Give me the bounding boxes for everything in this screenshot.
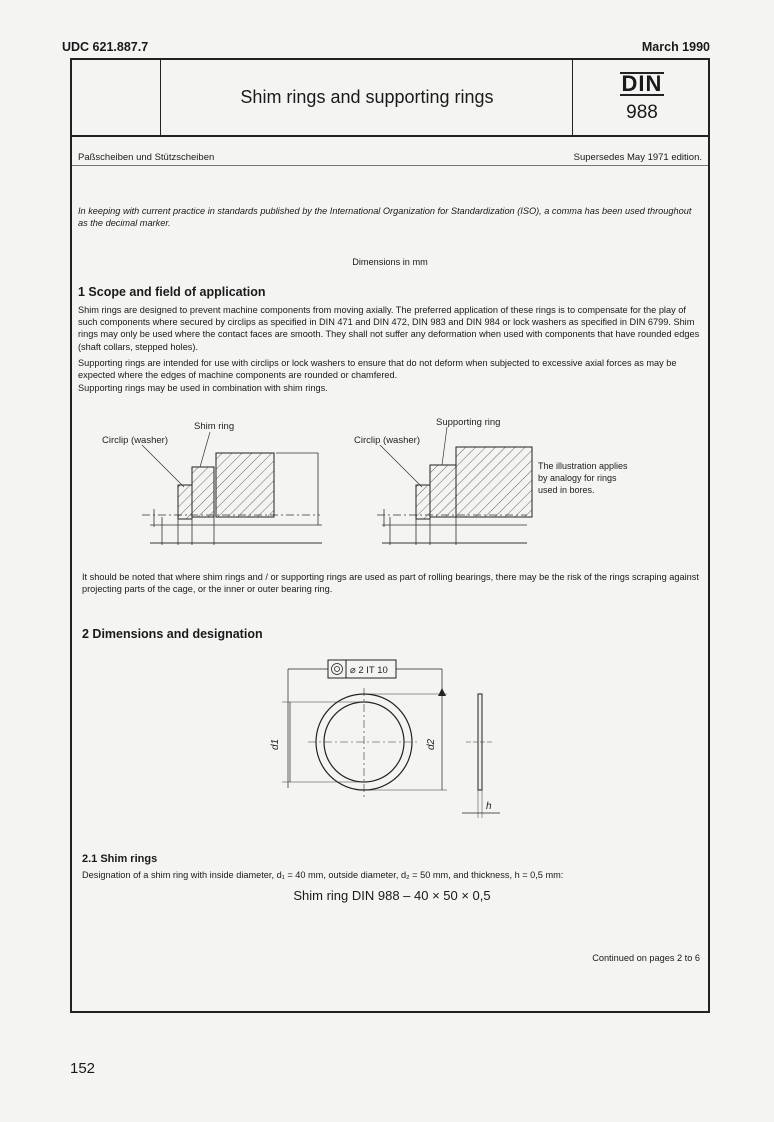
supporting-ring-label: Supporting ring: [436, 417, 501, 428]
section2-heading: 2 Dimensions and designation: [82, 627, 263, 641]
document-frame: [70, 58, 710, 1013]
figure2-drawing: [262, 658, 522, 833]
section1-p1: Shim rings are designed to prevent machine components from moving axially. The preferred application of these rings is to compensate for the play of such components where secured by circlips as specified in DIN 471 and DIN 472, DIN 983 and DIN 984 or lock washers as specified in DIN 6799. Shim rings may only be used where the contact faces are smooth. They shall not suffer any deformation when used with components that have rounded edges (shaft collars, stepped holes).: [78, 305, 700, 352]
din-number-cell: [572, 60, 711, 135]
d1-label: d1: [270, 738, 281, 750]
page-number: 152: [70, 1060, 96, 1077]
udc-code: UDC 621.887.7: [62, 40, 149, 54]
section1-heading: 1 Scope and field of application: [78, 285, 266, 299]
decimal-note: In keeping with current practice in standards published by the International Organization for Standardization (ISO), a comma has been used throughout as the decimal marker.: [78, 206, 692, 228]
figure1-note: The illustration applies by analogy for rings used in bores.: [538, 461, 628, 495]
din-logo: DIN: [621, 71, 663, 96]
din-number: 988: [626, 102, 658, 123]
rolling-bearing-note: It should be noted that where shim rings and / or supporting rings are used as part of rolling bearings, there may be the risk of the rings scraping against projecting parts of the cage, or the inner or outer bearing ring.: [82, 572, 699, 595]
german-title: Paßscheiben und Stützscheiben: [78, 152, 215, 163]
left-assembly: [142, 453, 322, 545]
header: [72, 60, 708, 137]
section1-p2: Supporting rings are intended for use with circlips or lock washers to ensure that do not deform when subjected to excessive axial forces as may be expected where the edges of machine components are rounded or chamfered.: [78, 358, 677, 381]
header-blank-cell: [72, 60, 161, 135]
right-assembly: [377, 447, 532, 545]
supersedes-note: Supersedes May 1971 edition.: [573, 152, 702, 163]
section21-heading: 2.1 Shim rings: [82, 853, 158, 865]
section21-text: Designation of a shim ring with inside diameter, d₁ = 40 mm, outside diameter, d₂ = 50 mm, and thickness, h = 0,5 mm:: [82, 870, 564, 880]
h-label: h: [486, 801, 492, 812]
shim-ring-label: Shim ring: [194, 421, 235, 432]
continued-note: Continued on pages 2 to 6: [592, 953, 700, 963]
tolerance-frame: ⌀ 2 IT 10: [350, 665, 388, 676]
designation-example: Shim ring DIN 988 – 40 × 50 × 0,5: [293, 888, 491, 903]
right-circlip-label: Circlip (washer): [354, 435, 420, 446]
subheader: [72, 135, 708, 166]
section1-p3: Supporting rings may be used in combination with shim rings.: [78, 383, 328, 393]
d2-label: d2: [426, 738, 437, 750]
document-title: Shim rings and supporting rings: [240, 87, 494, 107]
left-circlip-label: Circlip (washer): [102, 435, 168, 446]
issue-date: March 1990: [641, 40, 710, 54]
dimensions-note: Dimensions in mm: [352, 257, 428, 267]
